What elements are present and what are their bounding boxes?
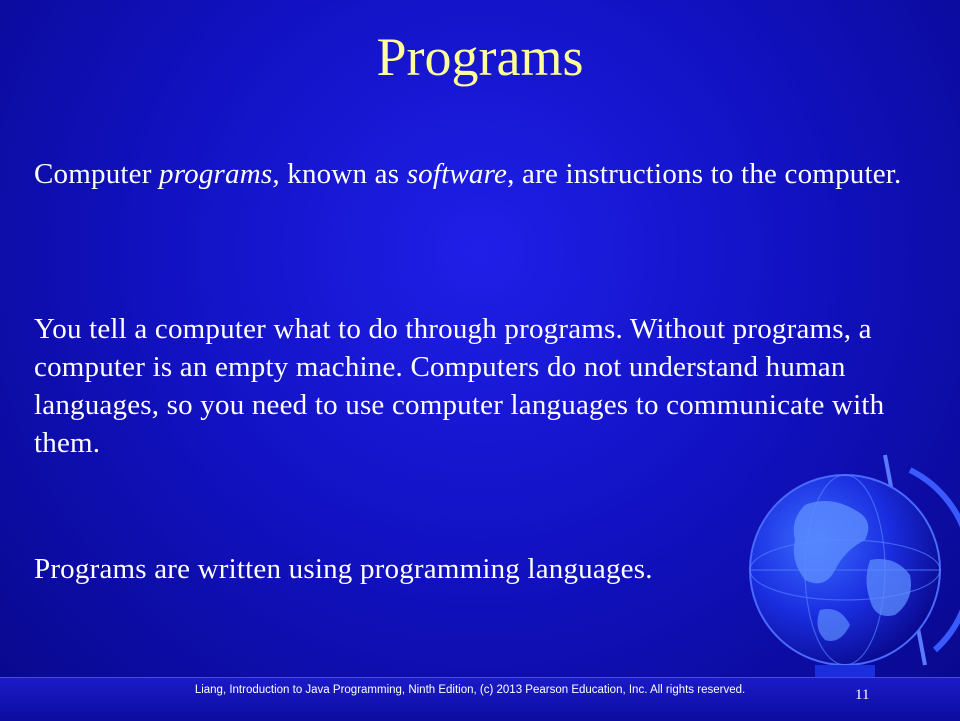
text-run-italic: software (406, 158, 508, 190)
paragraph-programming-languages: Programs are written using programming languages. (34, 553, 653, 585)
text-run: Computer (34, 158, 160, 190)
slide-title: Programs (376, 27, 584, 87)
paragraph-programs-definition (34, 155, 924, 193)
footer-citation: Liang, Introduction to Java Programming, Ninth Edition, (c) 2013 Pearson Education, Inc. All rights reserved. (194, 684, 746, 696)
text-run-italic: programs (159, 158, 273, 190)
text-run: , known as (272, 158, 407, 190)
paragraph-computer-languages: You tell a computer what to do through programs. Without programs, a computer is an empty machine. Computers do not understand human languages, so you need to use computer languages to communicate with them. (34, 313, 885, 459)
text-run: , are instructions to the computer. (507, 158, 902, 190)
globe-icon (735, 450, 960, 680)
page-number: 11 (855, 687, 870, 703)
